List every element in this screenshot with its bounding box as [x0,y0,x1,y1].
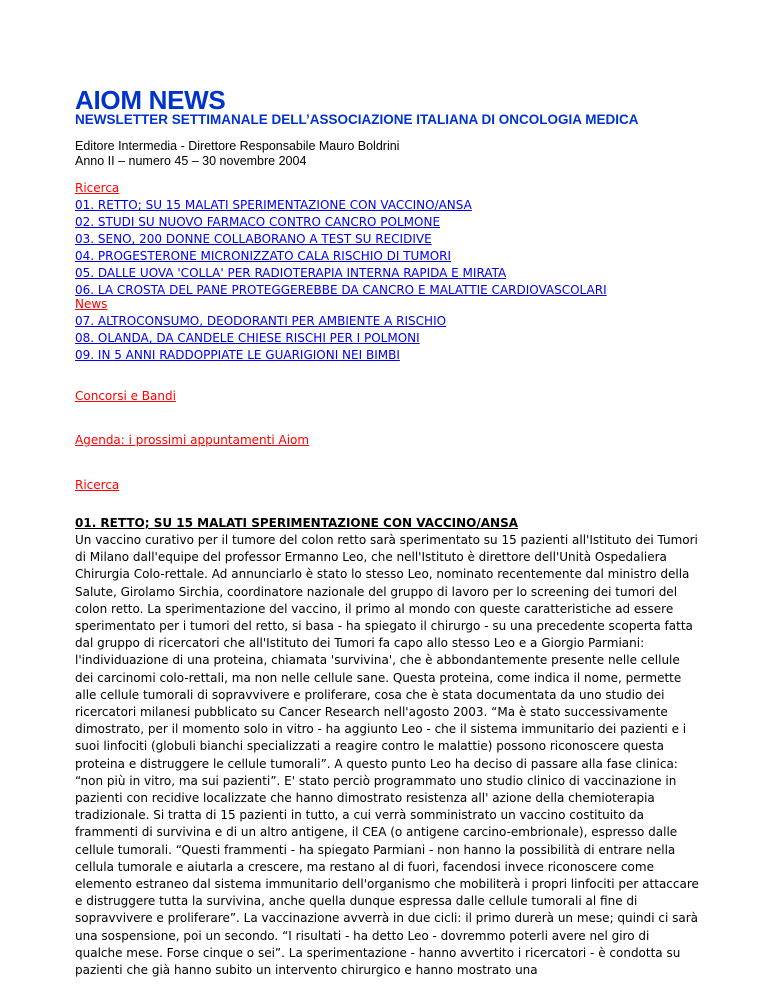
article-body: Un vaccino curativo per il tumore del colon retto sarà sperimentato su 15 pazienti all'Istituto dei Tumori di Milano dall'equipe del professor Ermanno Leo, che nell'Istituto è direttore dell'Unità Ospedaliera Chirurgia Colo-rettale. Ad annunciarlo è stato lo stesso Leo, nominato recentemente dal ministro della Salute, Girolamo Sirchia, coordinatore nazionale del gruppo di lavoro per lo screening dei tumori del colon retto. La sperimentazione del vaccino, il primo al mondo con queste caratteristiche ad essere sperimentato per i tumori del retto, si basa - ha spiegato il chirurgo - su una precedente scoperta fatta dal gruppo di ricercatori che all'Istituto dei Tumori fa capo allo stesso Leo e a Giorgio Parmiani: l'individuazione di una proteina, chiamata 'survivina', che è abbondantemente presente nelle cellule dei carcinomi colo-rettali, ma non nelle cellule sane. Questa proteina, come indica il nome, permette alle cellule tumorali di sopravvivere e proliferare, cosa che è stata documentata da uno studio dei ricercatori milanesi pubblicato su Cancer Research nell'agosto 2003. “Ma è stato successivamente dimostrato, per il momento solo in vitro - ha aggiunto Leo - che il sistema immunitario dei pazienti e i suoi linfociti (globuli bianchi specializzati a reagire contro le malattie) possono riconoscere questa proteina e distruggere le cellule tumorali”. A questo punto Leo ha deciso di passare alla fase clinica: “non più in vitro, ma sui pazienti”. E' stato perciò programmato uno studio clinico di vaccinazione in pazienti con recidive localizzate che hanno dimostrato resistenza all' azione della chemioterapia tradizionale. Si tratta di 15 pazienti in tutto, a cui verrà somministrato un vaccino costituito da frammenti di survivina e di un altro antigene, il CEA (o antigene carcino-embrionale), espresso dalle cellule tumorali. “Questi frammenti - ha spiegato Parmiani - non hanno la possibilità di entrare nella cellula tumorale e aiutarla a crescere, ma restano al di fuori, facendosi invece riconoscere come elemento estraneo dal sistema immunitario dell'organismo che mobiliterà i propri linfociti per attaccare e distruggere tutta la survivina, anche quella dunque espressa dalle cellule tumorali al fine di sopravvivere e proliferare”. La vaccinazione avverrà in due cicli: il primo durerà un mese; quindi ci sarà una sospensione, poi un secondo. “I risultati - ha detto Leo - dovremmo poterli avere nel giro di qualche mese. Forse cinque o sei”. La sperimentazione - hanno avvertito i ricercatori - è condotta su pazienti che già hanno subito un intervento chirurgico e hanno mostrato una [75,533,699,978]
toc-link[interactable]: 03. SENO, 200 DONNE COLLABORANO A TEST SU RECIDIVE [75,232,432,246]
toc-link[interactable]: 08. OLANDA, DA CANDELE CHIESE RISCHI PER I POLMONI [75,331,420,345]
toc-link[interactable]: 01. RETTO; SU 15 MALATI SPERIMENTAZIONE CON VACCINO/ANSA [75,198,472,212]
toc-news-list [75,313,446,364]
list-item [75,265,607,282]
issue-line: Anno II – numero 45 – 30 novembre 2004 [75,154,307,168]
toc-section-ricerca-link[interactable]: Ricerca [75,181,120,195]
toc-link[interactable]: 09. IN 5 ANNI RADDOPPIATE LE GUARIGIONI NEI BIMBI [75,348,400,362]
list-item [75,313,446,330]
section-ricerca-anchor[interactable]: Ricerca [75,478,120,492]
list-item [75,197,607,214]
list-item [75,282,607,299]
toc-section-news-link[interactable]: News [75,297,108,311]
concorsi-bandi-link[interactable]: Concorsi e Bandi [75,389,176,403]
toc-link[interactable]: 05. DALLE UOVA 'COLLA' PER RADIOTERAPIA INTERNA RAPIDA E MIRATA [75,266,507,280]
article-title: 01. RETTO; SU 15 MALATI SPERIMENTAZIONE CON VACCINO/ANSA [75,516,518,530]
toc-link[interactable]: 02. STUDI SU NUOVO FARMACO CONTRO CANCRO POLMONE [75,215,441,229]
editor-line: Editore Intermedia - Direttore Responsabile Mauro Boldrini [75,139,400,153]
list-item [75,231,607,248]
list-item [75,248,607,265]
newsletter-title: AIOM NEWS [75,85,226,115]
list-item [75,347,446,364]
toc-link[interactable]: 07. ALTROCONSUMO, DEODORANTI PER AMBIENTE A RISCHIO [75,314,447,328]
toc-link[interactable]: 04. PROGESTERONE MICRONIZZATO CALA RISCHIO DI TUMORI [75,249,452,263]
list-item [75,330,446,347]
toc-ricerca-list [75,197,607,299]
list-item [75,214,607,231]
toc-link[interactable]: 06. LA CROSTA DEL PANE PROTEGGEREBBE DA CANCRO E MALATTIE CARDIOVASCOLARI [75,283,607,297]
agenda-link[interactable]: Agenda: i prossimi appuntamenti Aiom [75,433,310,447]
newsletter-subtitle: NEWSLETTER SETTIMANALE DELL’ASSOCIAZIONE ITALIANA DI ONCOLOGIA MEDICA [75,112,639,127]
